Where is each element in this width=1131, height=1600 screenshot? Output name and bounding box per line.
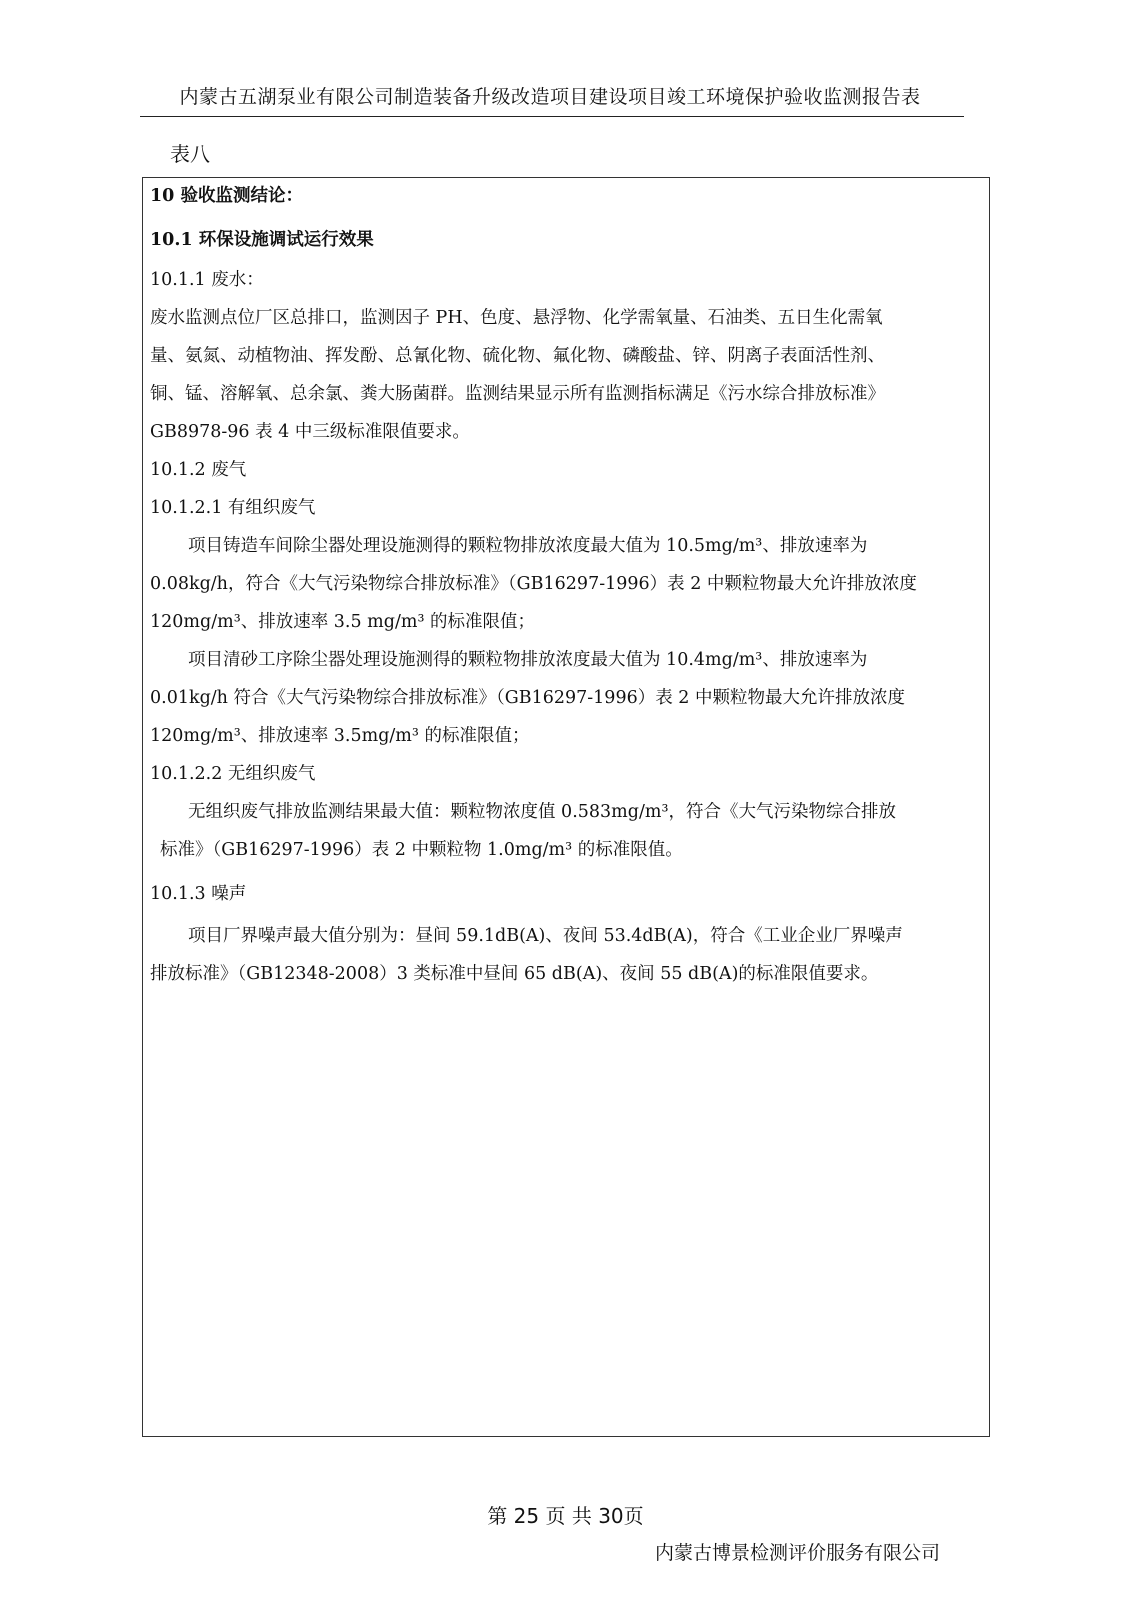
section-heading: 10 验收监测结论： — [150, 186, 303, 206]
paragraph-line: 0.01kg/h 符合《大气污染物综合排放标准》（GB16297-1996）表 2 中颗粒物最大允许排放浓度 — [150, 688, 905, 708]
paragraph-line: 项目清砂工序除尘器处理设施测得的颗粒物排放浓度最大值为 10.4mg/m³、排放速率为 — [188, 650, 868, 670]
paragraph-line: 项目铸造车间除尘器处理设施测得的颗粒物排放浓度最大值为 10.5mg/m³、排放速率为 — [188, 536, 868, 556]
paragraph-line: 标准》（GB16297-1996）表 2 中颗粒物 1.0mg/m³ 的标准限值。 — [160, 840, 683, 860]
noise-heading: 10.1.3 噪声 — [150, 884, 247, 904]
header-divider — [140, 116, 964, 117]
organized-gas-heading: 10.1.2.1 有组织废气 — [150, 498, 316, 518]
waste-gas-heading: 10.1.2 废气 — [150, 460, 247, 480]
paragraph-line: 量、氨氮、动植物油、挥发酚、总氰化物、硫化物、氟化物、磷酸盐、锌、阴离子表面活性剂、 — [150, 346, 885, 366]
table-label: 表八 — [170, 142, 210, 166]
paragraph-line: 120mg/m³、排放速率 3.5mg/m³ 的标准限值； — [150, 726, 530, 746]
subsection-heading: 10.1 环保设施调试运行效果 — [150, 230, 374, 250]
company-name: 内蒙古博景检测评价服务有限公司 — [655, 1542, 941, 1564]
paragraph-line: 无组织废气排放监测结果最大值：颗粒物浓度值 0.583mg/m³，符合《大气污染物综合排放 — [188, 802, 896, 822]
paragraph-line: 铜、锰、溶解氧、总余氯、粪大肠菌群。监测结果显示所有监测指标满足《污水综合排放标准》 — [150, 384, 885, 404]
page-number: 第 25 页 共 30页 — [487, 1504, 644, 1528]
paragraph-line: 项目厂界噪声最大值分别为：昼间 59.1dB(A)、夜间 53.4dB(A)，符合《工业企业厂界噪声 — [188, 926, 903, 946]
report-header-title: 内蒙古五湖泵业有限公司制造装备升级改造项目建设项目竣工环境保护验收监测报告表 — [179, 86, 921, 108]
paragraph-line: 废水监测点位厂区总排口，监测因子 PH、色度、悬浮物、化学需氧量、石油类、五日生化需氧 — [150, 308, 883, 328]
paragraph-line: 120mg/m³、排放速率 3.5 mg/m³ 的标准限值； — [150, 612, 536, 632]
paragraph-line: GB8978-96 表 4 中三级标准限值要求。 — [150, 422, 470, 442]
unorganized-gas-heading: 10.1.2.2 无组织废气 — [150, 764, 316, 784]
paragraph-line: 排放标准》（GB12348-2008）3 类标准中昼间 65 dB(A)、夜间 55 dB(A)的标准限值要求。 — [150, 964, 879, 984]
wastewater-heading: 10.1.1 废水： — [150, 270, 264, 290]
paragraph-line: 0.08kg/h，符合《大气污染物综合排放标准》（GB16297-1996）表 2 中颗粒物最大允许排放浓度 — [150, 574, 917, 594]
